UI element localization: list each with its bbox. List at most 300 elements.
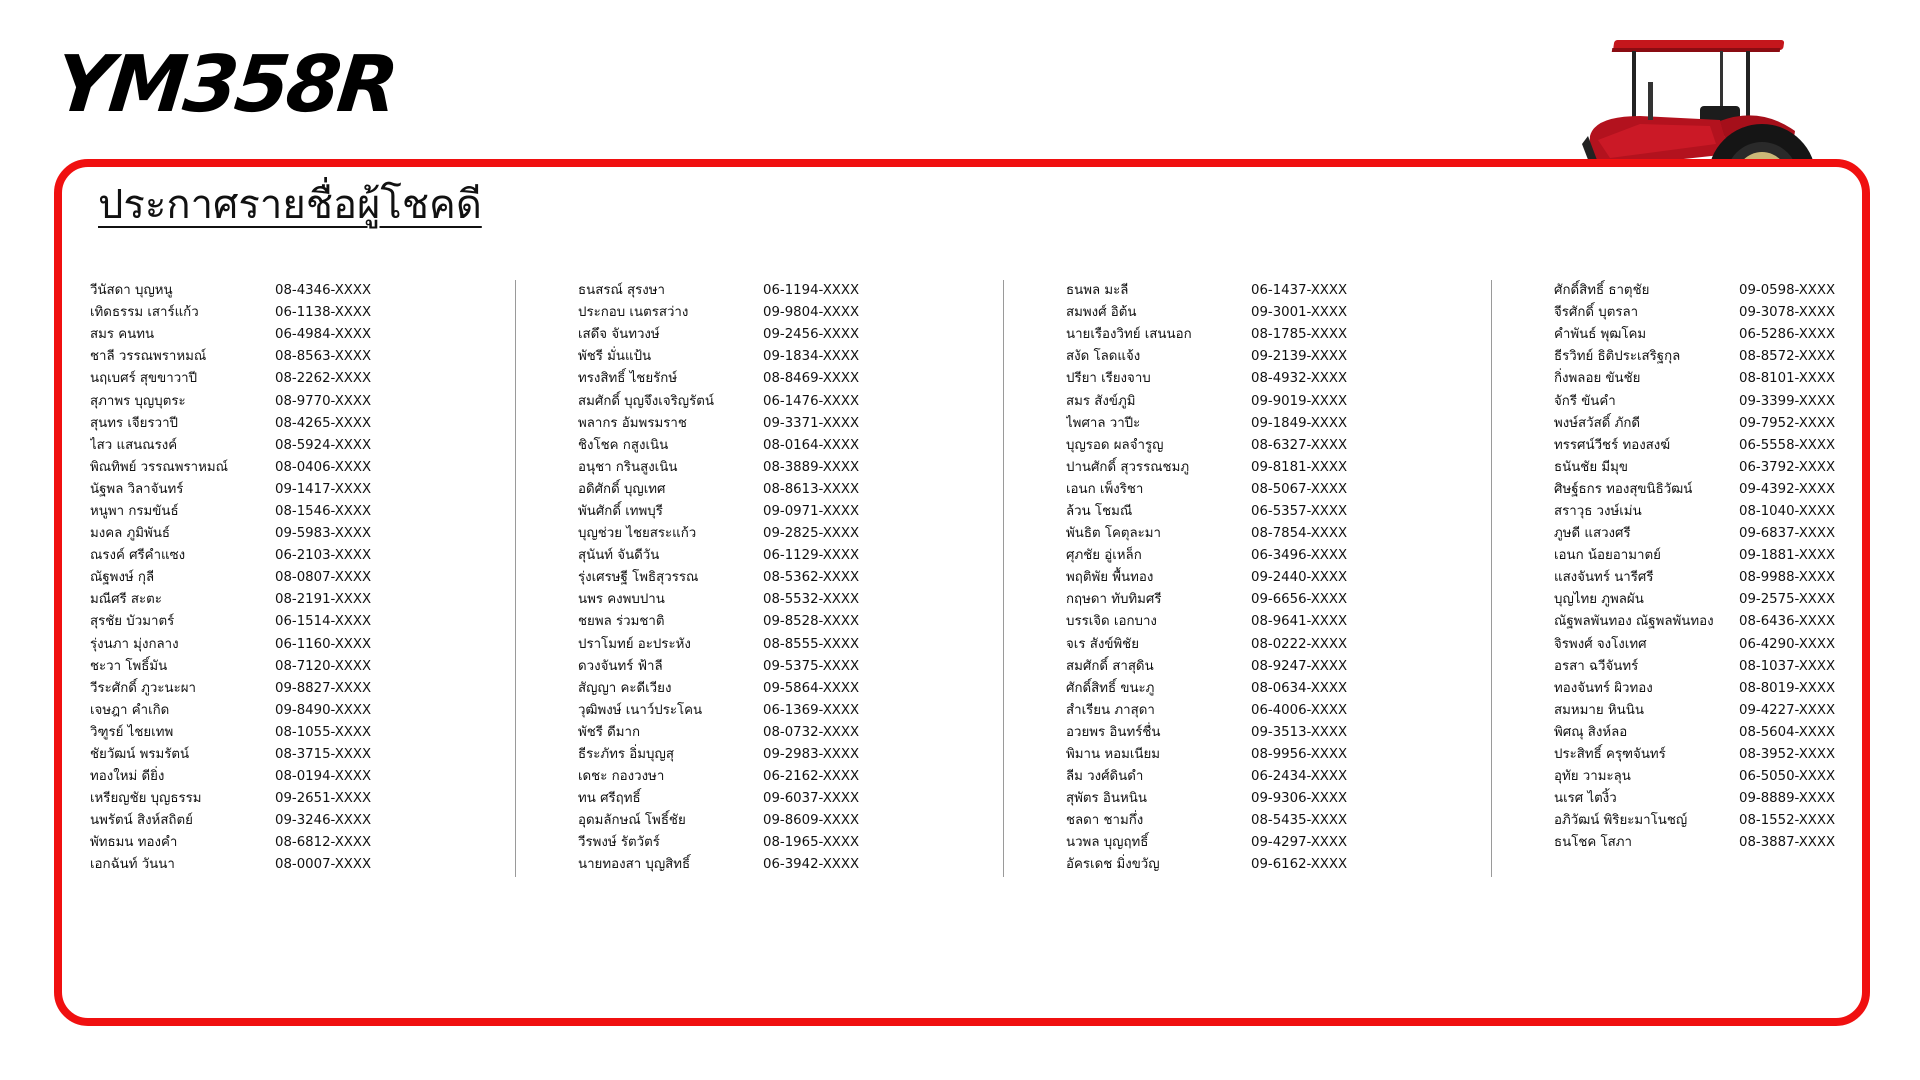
winner-row: [578, 634, 998, 656]
winner-row: [578, 700, 998, 722]
winner-phone: 09-8827-XXXX: [275, 680, 372, 696]
winner-row: [90, 523, 510, 545]
winner-name: ณัฐพลพันทอง ณัฐพลพันทอง: [1554, 614, 1714, 630]
winner-name: นพรัตน์ สิงห์สถิตย์: [90, 813, 193, 829]
winner-name: อุดมลักษณ์ โพธิ์ชัย: [578, 813, 686, 829]
winner-name: พิณทิพย์ วรรณพราหมณ์: [90, 459, 228, 475]
winner-name: ธีระภัทร อิ่มบุญสุ: [578, 747, 674, 763]
winner-row: [578, 368, 998, 390]
winner-row: [578, 390, 998, 412]
winner-phone: 06-5286-XXXX: [1739, 327, 1836, 343]
winner-phone: 09-6037-XXXX: [763, 791, 860, 807]
winner-row: [1554, 390, 1920, 412]
winner-row: [1066, 611, 1486, 633]
winner-name: ณัฐพงษ์ กุลี: [90, 570, 155, 586]
winner-name: อดิศักดิ์ บุญเทศ: [578, 481, 666, 497]
winner-row: [578, 324, 998, 346]
winner-row: [90, 545, 510, 567]
winner-row: [90, 324, 510, 346]
winner-phone: 09-3246-XXXX: [275, 813, 372, 829]
model-title: YM358R: [51, 40, 400, 130]
winner-row: [1554, 810, 1920, 832]
winner-row: [1554, 302, 1920, 324]
winner-name: เทิดธรรม เสาร์แก้ว: [90, 305, 199, 321]
winner-row: [1066, 656, 1486, 678]
winner-name: เสดึจ จันทวงษ์: [578, 327, 660, 343]
winner-phone: 06-1437-XXXX: [1251, 283, 1348, 299]
winner-phone: 09-3399-XXXX: [1739, 393, 1836, 409]
winner-name: พัชรี มั่นแป้น: [578, 349, 652, 365]
winner-phone: 09-1849-XXXX: [1251, 415, 1348, 431]
winner-phone: 08-0634-XXXX: [1251, 680, 1348, 696]
winner-name: ชัยวัฒน์ พรมรัตน์: [90, 747, 190, 763]
winner-phone: 09-8490-XXXX: [275, 702, 372, 718]
winner-column-3: [1066, 280, 1486, 877]
winner-name: ศิษฐ์ธกร ทองสุขนิธิวัฒน์: [1554, 481, 1693, 497]
winner-phone: 06-3942-XXXX: [763, 857, 860, 873]
winner-row: [578, 611, 998, 633]
winner-phone: 09-5983-XXXX: [275, 526, 372, 542]
winner-row: [90, 611, 510, 633]
winner-row: [1554, 700, 1920, 722]
winner-row: [1066, 457, 1486, 479]
winner-name: คำพันธ์ พุฒโคม: [1554, 327, 1647, 343]
winner-phone: 09-9019-XXXX: [1251, 393, 1348, 409]
winner-row: [1554, 766, 1920, 788]
winner-name: สมศักดิ์ สาสุดิน: [1066, 658, 1154, 674]
winner-name: นเรศ ไตงิ้ว: [1554, 791, 1617, 807]
winner-phone: 08-3952-XXXX: [1739, 747, 1836, 763]
winner-name: พฤติพัย พื้นทอง: [1066, 570, 1154, 586]
winner-name: นวพล บุญฤทธิ์: [1066, 835, 1149, 851]
winner-name: ชยพล ร่วมชาติ: [578, 614, 665, 630]
winner-row: [1066, 678, 1486, 700]
winner-phone: 09-2139-XXXX: [1251, 349, 1348, 365]
winner-phone: 06-1194-XXXX: [763, 283, 860, 299]
winner-name: ทองใหม่ ดียิ่ง: [90, 769, 165, 785]
winner-row: [1066, 368, 1486, 390]
winner-phone: 08-7854-XXXX: [1251, 526, 1348, 542]
winner-name: สมศักดิ์ บุญจึงเจริญรัตน์: [578, 393, 714, 409]
winner-name: เอนก น้อยอามาตย์: [1554, 548, 1661, 564]
winner-name: เดชะ กองวงษา: [578, 769, 665, 785]
winner-phone: 06-2434-XXXX: [1251, 769, 1348, 785]
winner-phone: 08-1055-XXXX: [275, 724, 372, 740]
winner-phone: 09-0971-XXXX: [763, 503, 860, 519]
winner-name: ศักดิ์สิทธิ์ ธาตุชัย: [1554, 283, 1650, 299]
winner-phone: 09-4297-XXXX: [1251, 835, 1348, 851]
winner-row: [578, 435, 998, 457]
winner-phone: 08-0164-XXXX: [763, 437, 860, 453]
winner-row: [578, 854, 998, 876]
winner-name: ชาลี วรรณพราหมณ์: [90, 349, 207, 365]
winner-name: วิฑูรย์ ไชยเทพ: [90, 724, 174, 740]
winner-name: พันธิต โคตุละมา: [1066, 526, 1162, 542]
winner-name: อวยพร อินทร์ชื่น: [1066, 724, 1161, 740]
winner-row: [1066, 390, 1486, 412]
winner-name: ทรงสิทธิ์ ไชยรักษ์: [578, 371, 678, 387]
winner-row: [1066, 832, 1486, 854]
winner-name: อนุชา กรินสูงเนิน: [578, 459, 678, 475]
winner-phone: 09-1417-XXXX: [275, 481, 372, 497]
winner-row: [90, 368, 510, 390]
winner-row: [578, 280, 998, 302]
winner-name: วีระศักดิ์ ภูวะนะผา: [90, 680, 196, 696]
winner-row: [1554, 413, 1920, 435]
winner-phone: 08-1552-XXXX: [1739, 813, 1836, 829]
winner-row: [1554, 368, 1920, 390]
winner-phone: 06-4290-XXXX: [1739, 636, 1836, 652]
winner-name: อภิวัฒน์ พิริยะมาโนชญ์: [1554, 813, 1688, 829]
winner-phone: 08-5924-XXXX: [275, 437, 372, 453]
winner-name: ล้วน โชมณี: [1066, 503, 1133, 519]
winners-list: [90, 280, 1850, 880]
winner-row: [578, 523, 998, 545]
winner-name: ธีรวิทย์ ธิติประเสริฐกุล: [1554, 349, 1681, 365]
winner-column-2: [578, 280, 998, 877]
winner-phone: 06-5558-XXXX: [1739, 437, 1836, 453]
winner-name: นัฐพล วิลาจันทร์: [90, 481, 184, 497]
winner-phone: 06-4006-XXXX: [1251, 702, 1348, 718]
winner-name: สมร คนทน: [90, 327, 155, 343]
winner-name: สราวุธ วงษ์เม่น: [1554, 503, 1642, 519]
winner-phone: 08-1040-XXXX: [1739, 503, 1836, 519]
winner-row: [1066, 788, 1486, 810]
winner-row: [578, 810, 998, 832]
winner-row: [1066, 501, 1486, 523]
winner-name: สัญญา คะดีเวียง: [578, 680, 672, 696]
winner-row: [90, 678, 510, 700]
winner-row: [90, 810, 510, 832]
winner-phone: 09-8181-XXXX: [1251, 459, 1348, 475]
winner-phone: 08-9247-XXXX: [1251, 658, 1348, 674]
winner-name: รุ่งเศรษฐี โพธิสุวรรณ: [578, 570, 699, 586]
winner-name: ธนโชค โสภา: [1554, 835, 1632, 851]
winner-row: [578, 479, 998, 501]
winner-phone: 09-9804-XXXX: [763, 305, 860, 321]
winner-phone: 08-8613-XXXX: [763, 481, 860, 497]
winner-phone: 09-3001-XXXX: [1251, 305, 1348, 321]
winner-phone: 06-4984-XXXX: [275, 327, 372, 343]
winner-name: สุพัตร อินหนิน: [1066, 791, 1147, 807]
winner-phone: 06-1514-XXXX: [275, 614, 372, 630]
winner-row: [90, 346, 510, 368]
winner-name: ปรียา เรียงจาบ: [1066, 371, 1151, 387]
winner-phone: 09-7952-XXXX: [1739, 415, 1836, 431]
winner-phone: 09-8889-XXXX: [1739, 791, 1836, 807]
winner-name: พัชรี ดีมาก: [578, 724, 641, 740]
winner-name: รุ่งนภา มุ่งกลาง: [90, 636, 179, 652]
winner-phone: 08-3889-XXXX: [763, 459, 860, 475]
winner-name: กฤษดา ทับทิมศรี: [1066, 592, 1162, 608]
winner-name: เหรียญชัย บุญธรรม: [90, 791, 202, 807]
winner-name: สุนทร เจียรวาปี: [90, 415, 178, 431]
winner-row: [578, 766, 998, 788]
winner-row: [1066, 302, 1486, 324]
winner-phone: 08-6327-XXXX: [1251, 437, 1348, 453]
winner-phone: 09-2456-XXXX: [763, 327, 860, 343]
winner-name: สมหมาย หินนิน: [1554, 702, 1644, 718]
winner-row: [1066, 744, 1486, 766]
winner-phone: 08-6812-XXXX: [275, 835, 372, 851]
winner-row: [578, 788, 998, 810]
winner-row: [1554, 523, 1920, 545]
winner-row: [578, 302, 998, 324]
winner-name: ชลดา ชามกึ่ง: [1066, 813, 1144, 829]
winner-phone: 08-4932-XXXX: [1251, 371, 1348, 387]
winner-row: [1554, 744, 1920, 766]
winner-phone: 09-5864-XXXX: [763, 680, 860, 696]
announcement-title: ประกาศรายชื่อผู้โชคดี: [98, 182, 482, 228]
winner-row: [1554, 722, 1920, 744]
winner-name: สมพงศ์ อิต้น: [1066, 305, 1137, 321]
winner-row: [1554, 589, 1920, 611]
winner-name: พลากร อัมพรมราช: [578, 415, 687, 431]
winner-phone: 08-8019-XXXX: [1739, 680, 1836, 696]
winner-phone: 08-9770-XXXX: [275, 393, 372, 409]
winner-row: [1554, 788, 1920, 810]
winner-row: [1554, 435, 1920, 457]
winner-name: ทน ศรีฤทธิ์: [578, 791, 641, 807]
column-divider: [1003, 280, 1004, 877]
winner-row: [1554, 501, 1920, 523]
winner-row: [1554, 280, 1920, 302]
winner-row: [90, 567, 510, 589]
winner-name: สงัด โลดแจ้ง: [1066, 349, 1141, 365]
winner-name: เอกฉันท์ วันนา: [90, 857, 175, 873]
winner-name: อัครเดช มิ่งขวัญ: [1066, 857, 1160, 873]
winner-phone: 06-3792-XXXX: [1739, 459, 1836, 475]
winner-name: วีนัสดา บุญหนู: [90, 283, 173, 299]
winner-name: ธนสรณ์ สุรงษา: [578, 283, 666, 299]
winner-name: ศักดิ์สิทธิ์ ขนะภู: [1066, 680, 1155, 696]
winner-row: [90, 854, 510, 876]
winner-name: ปราโมทย์ อะประหัง: [578, 636, 691, 652]
column-divider: [515, 280, 516, 877]
winner-phone: 09-3513-XXXX: [1251, 724, 1348, 740]
winner-row: [90, 413, 510, 435]
winner-name: สมร สังข์ภูมิ: [1066, 393, 1136, 409]
winner-phone: 09-3371-XXXX: [763, 415, 860, 431]
winner-row: [1066, 634, 1486, 656]
winner-row: [578, 656, 998, 678]
winner-phone: 08-9956-XXXX: [1251, 747, 1348, 763]
winner-row: [578, 346, 998, 368]
winner-name: ภูษดี แสวงศรี: [1554, 526, 1631, 542]
winner-name: จิรพงศ์ จงโงเทศ: [1554, 636, 1647, 652]
winner-phone: 09-1881-XXXX: [1739, 548, 1836, 564]
winner-row: [1554, 479, 1920, 501]
winner-row: [90, 435, 510, 457]
winner-phone: 08-2191-XXXX: [275, 592, 372, 608]
winner-phone: 09-0598-XXXX: [1739, 283, 1836, 299]
winner-phone: 09-2575-XXXX: [1739, 592, 1836, 608]
winner-name: วุฒิพงษ์ เนาว์ประโคน: [578, 702, 703, 718]
winner-name: ลีม วงศ์ดินดำ: [1066, 769, 1144, 785]
winner-name: พิมาน หอมเนียม: [1066, 747, 1161, 763]
winner-phone: 08-8469-XXXX: [763, 371, 860, 387]
winner-phone: 08-1965-XXXX: [763, 835, 860, 851]
winner-phone: 06-5357-XXXX: [1251, 503, 1348, 519]
winner-name: อรสา ฉวีจันทร์: [1554, 658, 1639, 674]
winner-row: [1066, 722, 1486, 744]
winner-phone: 09-4392-XXXX: [1739, 481, 1836, 497]
winner-row: [1066, 567, 1486, 589]
winner-phone: 06-1160-XXXX: [275, 636, 372, 652]
winner-phone: 08-9641-XXXX: [1251, 614, 1348, 630]
winner-row: [90, 656, 510, 678]
winner-row: [1554, 567, 1920, 589]
winner-row: [1066, 545, 1486, 567]
winner-phone: 08-1546-XXXX: [275, 503, 372, 519]
winner-name: นายเรืองวิทย์ เสนนอก: [1066, 327, 1192, 343]
winner-name: พิศณุ สิงห์ลอ: [1554, 724, 1628, 740]
winner-row: [1554, 457, 1920, 479]
winner-name: จเร สังข์พิชัย: [1066, 636, 1139, 652]
winner-name: ธนันชัย มีมุข: [1554, 459, 1628, 475]
winner-name: ปานศักดิ์ สุวรรณชมภู: [1066, 459, 1190, 475]
winner-name: นพร คงพบปาน: [578, 592, 665, 608]
winner-phone: 08-1785-XXXX: [1251, 327, 1348, 343]
winner-row: [1554, 656, 1920, 678]
winner-phone: 08-6436-XXXX: [1739, 614, 1836, 630]
winner-row: [90, 744, 510, 766]
winner-row: [90, 832, 510, 854]
winner-phone: 09-8609-XXXX: [763, 813, 860, 829]
winner-row: [90, 700, 510, 722]
winner-phone: 08-5362-XXXX: [763, 570, 860, 586]
winner-row: [1066, 346, 1486, 368]
winner-row: [90, 501, 510, 523]
winner-row: [578, 722, 998, 744]
winner-phone: 06-2162-XXXX: [763, 769, 860, 785]
winner-phone: 06-2103-XXXX: [275, 548, 372, 564]
winner-row: [1066, 523, 1486, 545]
winner-name: ทองจันทร์ ผิวทอง: [1554, 680, 1653, 696]
winner-row: [578, 567, 998, 589]
winner-name: ธนพล มะลี: [1066, 283, 1129, 299]
winner-name: เจษฎา คำเกิด: [90, 702, 170, 718]
winner-name: ไสว แสนณรงค์: [90, 437, 178, 453]
winner-name: จีรศักดิ์ บุตรลา: [1554, 305, 1639, 321]
winner-name: อุทัย วามะลุน: [1554, 769, 1631, 785]
winner-name: กิ่งพลอย ขันชัย: [1554, 371, 1641, 387]
winner-phone: 09-5375-XXXX: [763, 658, 860, 674]
winner-name: สุรชัย บัวมาตร์: [90, 614, 175, 630]
winner-row: [90, 302, 510, 324]
winner-row: [90, 280, 510, 302]
winner-phone: 09-2651-XXXX: [275, 791, 372, 807]
winner-row: [1066, 700, 1486, 722]
winner-phone: 08-0222-XXXX: [1251, 636, 1348, 652]
winner-name: จักรี ขันคำ: [1554, 393, 1616, 409]
winner-phone: 08-5532-XXXX: [763, 592, 860, 608]
winner-row: [90, 634, 510, 656]
winner-phone: 09-2825-XXXX: [763, 526, 860, 542]
winner-phone: 09-6162-XXXX: [1251, 857, 1348, 873]
winner-row: [578, 678, 998, 700]
winner-phone: 08-2262-XXXX: [275, 371, 372, 387]
winner-phone: 09-6656-XXXX: [1251, 592, 1348, 608]
winner-row: [578, 457, 998, 479]
winner-phone: 06-1369-XXXX: [763, 702, 860, 718]
winner-row: [90, 788, 510, 810]
winner-phone: 08-3715-XXXX: [275, 747, 372, 763]
winner-phone: 08-9988-XXXX: [1739, 570, 1836, 586]
winner-row: [1554, 324, 1920, 346]
winner-name: ดวงจันทร์ ฟ้าลี: [578, 658, 663, 674]
winner-phone: 09-2983-XXXX: [763, 747, 860, 763]
winner-phone: 09-6837-XXXX: [1739, 526, 1836, 542]
winner-name: สุภาพร บุญบุตระ: [90, 393, 186, 409]
winner-row: [90, 589, 510, 611]
winner-name: ชิงโชค กสูงเนิน: [578, 437, 669, 453]
winner-name: นฤเบศร์ สุขขาวาปี: [90, 371, 198, 387]
winner-name: แสงจันทร์ นารีศรี: [1554, 570, 1654, 586]
winner-phone: 08-4265-XXXX: [275, 415, 372, 431]
winner-name: สุนันท์ จันดีวัน: [578, 548, 660, 564]
winner-row: [90, 457, 510, 479]
winner-row: [90, 390, 510, 412]
winner-name: วีรพงษ์ รัตวัตร์: [578, 835, 660, 851]
winner-column-4: [1554, 280, 1920, 854]
column-divider: [1491, 280, 1492, 877]
winner-name: ณรงค์ ศรีคำแซง: [90, 548, 186, 564]
winner-row: [1066, 324, 1486, 346]
winner-phone: 08-5067-XXXX: [1251, 481, 1348, 497]
winner-phone: 09-9306-XXXX: [1251, 791, 1348, 807]
winner-name: พัทธมน ทองคำ: [90, 835, 178, 851]
winner-row: [1066, 766, 1486, 788]
winner-row: [1554, 832, 1920, 854]
winner-name: ศุภชัย อู่เหล็ก: [1066, 548, 1142, 564]
winner-row: [1066, 435, 1486, 457]
winner-row: [1066, 854, 1486, 876]
winner-row: [578, 413, 998, 435]
winner-name: เอนก เพ็งริชา: [1066, 481, 1144, 497]
winner-phone: 09-3078-XXXX: [1739, 305, 1836, 321]
winner-row: [578, 744, 998, 766]
winner-phone: 08-0406-XXXX: [275, 459, 372, 475]
winner-phone: 09-2440-XXXX: [1251, 570, 1348, 586]
winner-phone: 09-8528-XXXX: [763, 614, 860, 630]
winner-name: หนูพา กรมขันธ์: [90, 503, 179, 519]
winner-phone: 08-8555-XXXX: [763, 636, 860, 652]
winner-phone: 08-5604-XXXX: [1739, 724, 1836, 740]
winner-name: ประสิทธิ์ ครุฑจันทร์: [1554, 747, 1666, 763]
winner-phone: 06-1138-XXXX: [275, 305, 372, 321]
winner-phone: 08-1037-XXXX: [1739, 658, 1836, 674]
winner-phone: 08-0194-XXXX: [275, 769, 372, 785]
winner-name: ชะวา โพธิ์มัน: [90, 658, 168, 674]
winner-phone: 09-4227-XXXX: [1739, 702, 1836, 718]
winner-row: [578, 501, 998, 523]
winner-phone: 06-5050-XXXX: [1739, 769, 1836, 785]
winner-row: [1066, 479, 1486, 501]
winner-row: [578, 832, 998, 854]
winner-row: [578, 589, 998, 611]
winner-name: ไพศาล วาปีะ: [1066, 415, 1141, 431]
winner-row: [1554, 611, 1920, 633]
winner-phone: 08-8572-XXXX: [1739, 349, 1836, 365]
winner-name: มงคล ภูมิพันธ์: [90, 526, 171, 542]
winner-row: [90, 479, 510, 501]
winner-phone: 08-5435-XXXX: [1251, 813, 1348, 829]
winner-phone: 08-7120-XXXX: [275, 658, 372, 674]
winner-row: [1066, 280, 1486, 302]
winner-column-1: [90, 280, 510, 877]
winner-phone: 06-3496-XXXX: [1251, 548, 1348, 564]
